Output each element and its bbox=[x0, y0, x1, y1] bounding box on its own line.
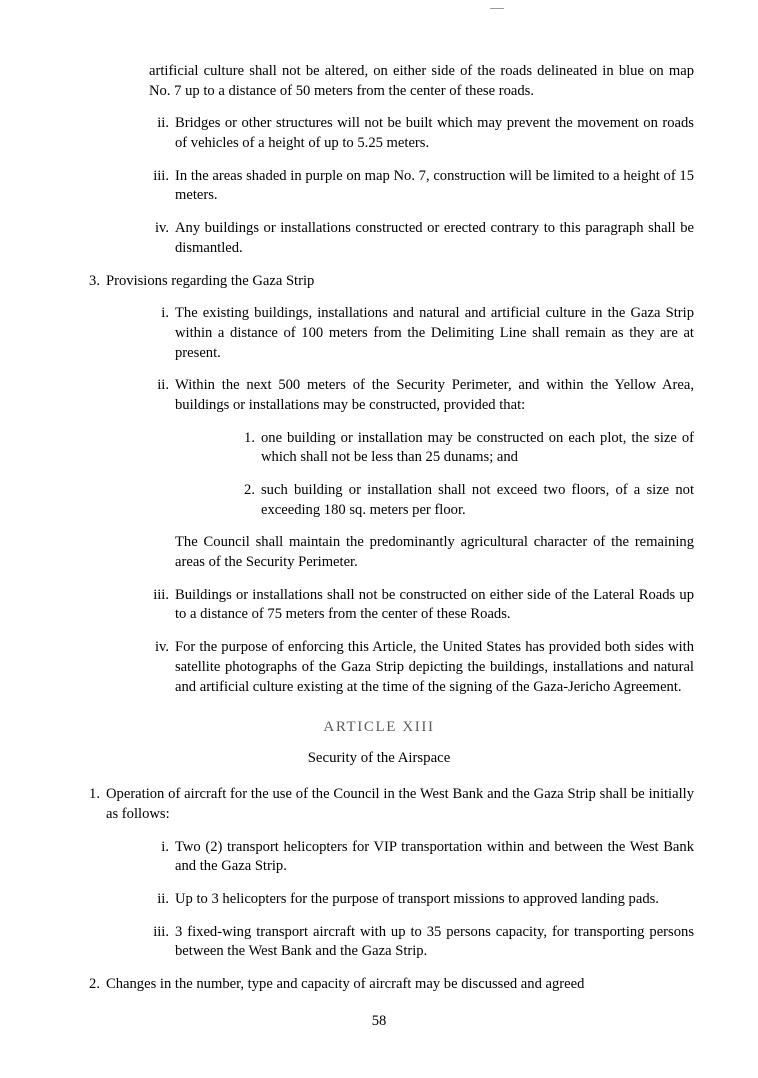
list-item bbox=[237, 481, 694, 520]
list-item bbox=[149, 638, 694, 697]
list-item bbox=[80, 975, 694, 995]
list-item bbox=[149, 219, 694, 258]
list-item-text: Operation of aircraft for the use of the Council in the West Bank and the Gaza Strip shall be initially as follows: bbox=[106, 786, 694, 822]
list-item bbox=[237, 429, 694, 468]
list-item-text: such building or installation shall not exceed two floors, of a size not exceeding 180 sq. meters per floor. bbox=[261, 482, 694, 518]
continuation-paragraph: artificial culture shall not be altered, on either side of the roads delineated in blue on map No. 7 up to a distance of 50 meters from the center of these roads. bbox=[149, 63, 694, 99]
list-marker: iii. bbox=[153, 167, 169, 184]
list-marker: 3. bbox=[89, 272, 100, 289]
page-top-artifact bbox=[490, 8, 504, 9]
list-marker: iv. bbox=[154, 639, 169, 656]
list-item bbox=[149, 167, 694, 206]
list-item-text: Within the next 500 meters of the Security Perimeter, and within the Yellow Area, buildings or installations may be constructed, provided that: bbox=[175, 377, 694, 413]
list-item-text: Bridges or other structures will not be built which may prevent the movement on roads of vehicles of a height of up to 5.25 meters. bbox=[175, 115, 694, 152]
list-item bbox=[149, 838, 694, 877]
list-item-text: Any buildings or installations constructed or erected contrary to this paragraph shall be dismantled. bbox=[175, 220, 694, 256]
list-marker: 2. bbox=[89, 976, 100, 992]
list-item bbox=[149, 114, 694, 153]
list-item-text: Provisions regarding the Gaza Strip bbox=[106, 272, 315, 289]
list-item bbox=[80, 272, 694, 292]
article-heading: ARTICLE XIII bbox=[323, 719, 435, 736]
list-item bbox=[149, 923, 694, 962]
list-marker: i. bbox=[161, 305, 169, 322]
list-item bbox=[149, 304, 694, 363]
list-item bbox=[80, 785, 694, 824]
list-marker: iv. bbox=[154, 220, 169, 237]
list-item-text: Buildings or installations shall not be constructed on either side of the Lateral Roads up to a distance of 75 meters from the center of these Roads. bbox=[175, 586, 694, 623]
list-item-text: one building or installation may be constructed on each plot, the size of which shall not be less than 25 dunams; and bbox=[261, 429, 694, 466]
list-item-text: For the purpose of enforcing this Article, the United States has provided both sides with satellite photographs of the Gaza Strip depicting the buildings, installations and natural and artificial culture existing at the time of the signing of the Gaza-Jericho Agreement. bbox=[175, 639, 694, 695]
list-item-text: The existing buildings, installations and natural and artificial culture in the Gaza Strip within a distance of 100 meters from the Delimiting Line shall remain as they are at present. bbox=[175, 305, 694, 361]
list-marker: 1. bbox=[89, 786, 100, 803]
list-item-text: Changes in the number, type and capacity of aircraft may be discussed and agreed bbox=[106, 976, 585, 992]
list-item bbox=[149, 890, 694, 910]
list-item bbox=[149, 586, 694, 625]
paragraph: The Council shall maintain the predominantly agricultural character of the remaining areas of the Security Perimeter. bbox=[175, 534, 694, 571]
list-item-text: Two (2) transport helicopters for VIP transportation within and between the West Bank and the Gaza Strip. bbox=[175, 838, 694, 875]
list-item bbox=[149, 376, 694, 415]
page-number: 58 bbox=[371, 1013, 387, 1029]
list-item-text: In the areas shaded in purple on map No. 7, construction will be limited to a height of 15 meters. bbox=[175, 167, 694, 204]
list-item-text: 3 fixed-wing transport aircraft with up to 35 persons capacity, for transporting persons between the West Bank and the Gaza Strip. bbox=[175, 923, 694, 960]
list-marker: ii. bbox=[157, 890, 169, 907]
list-marker: i. bbox=[161, 838, 169, 855]
list-marker: ii. bbox=[157, 115, 169, 132]
list-marker: iii. bbox=[153, 923, 169, 940]
list-marker: 1. bbox=[244, 429, 255, 446]
list-item-text: Up to 3 helicopters for the purpose of transport missions to approved landing pads. bbox=[175, 890, 659, 907]
section-title: Security of the Airspace bbox=[307, 750, 451, 767]
list-marker: 2. bbox=[244, 482, 255, 498]
list-marker: ii. bbox=[157, 377, 169, 394]
list-marker: iii. bbox=[153, 586, 169, 603]
